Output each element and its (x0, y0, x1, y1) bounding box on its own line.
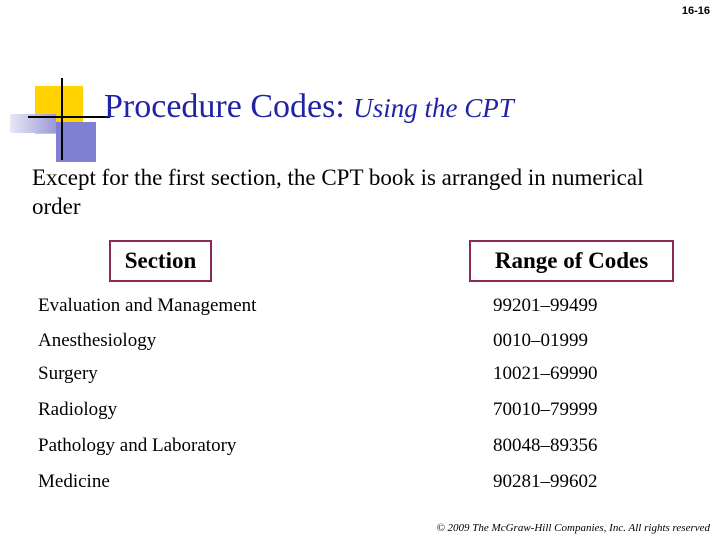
section-cell: Medicine (38, 471, 110, 492)
range-cell: 80048–89356 (493, 435, 598, 456)
decorative-logo (0, 0, 110, 170)
logo-horizontal-line (28, 116, 110, 118)
section-cell: Anesthesiology (38, 330, 157, 351)
range-cell: 90281–99602 (493, 471, 598, 492)
range-cell: 0010–01999 (493, 330, 588, 351)
intro-text: Except for the first section, the CPT book is arranged in numerical order (32, 165, 644, 219)
title-subtitle: Using the CPT (353, 93, 514, 123)
range-cell: 99201–99499 (493, 295, 598, 316)
section-cell: Evaluation and Management (38, 295, 257, 316)
slide-title (104, 88, 514, 126)
section-cell: Surgery (38, 363, 98, 384)
range-cell: 70010–79999 (493, 399, 598, 420)
section-header: Section (109, 240, 212, 282)
range-header: Range of Codes (469, 240, 674, 282)
copyright-footer: © 2009 The McGraw-Hill Companies, Inc. All rights reserved (436, 522, 710, 534)
range-cell: 10021–69990 (493, 363, 598, 384)
section-cell: Pathology and Laboratory (38, 435, 237, 456)
title-main: Procedure Codes: (104, 88, 345, 125)
logo-vertical-line (61, 78, 63, 160)
slide-number: 16-16 (681, 5, 710, 17)
section-cell: Radiology (38, 399, 118, 420)
